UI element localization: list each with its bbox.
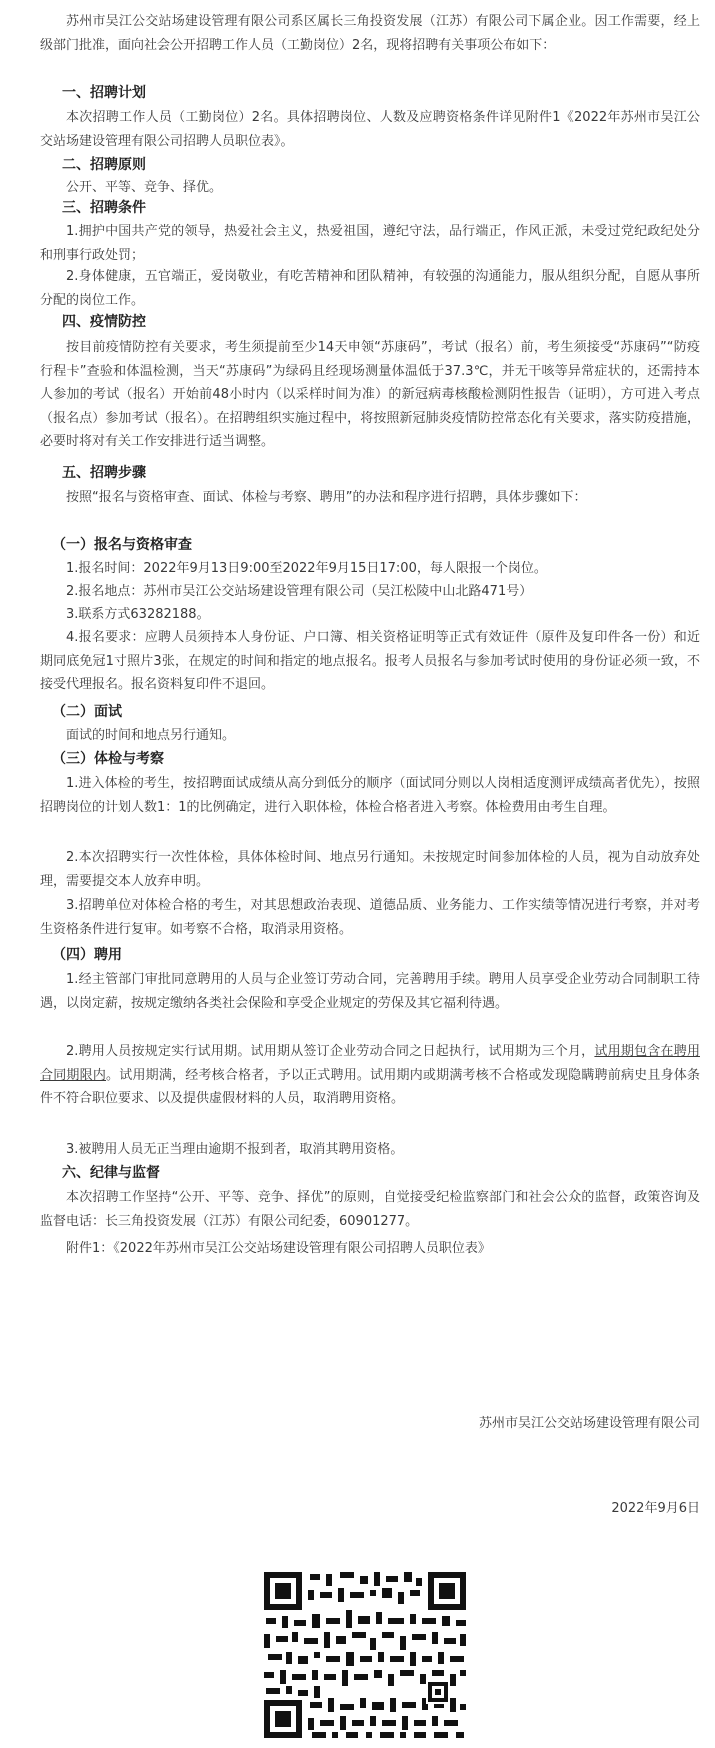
section-2-title: 二、招聘原则 [62,157,146,173]
subsection-3-item-2: 2.本次招聘实行一次性体检，具体体检时间、地点另行通知。未按规定时间参加体检的人员，视为自动放弃处理，需要提交本人放弃申明。 [40,850,700,889]
attachment-note: 附件1：《2022年苏州市吴江公交站场建设管理有限公司招聘人员职位表》 [66,1241,491,1256]
section-3-item-1: 1.拥护中国共产党的领导，热爱社会主义，热爱祖国，遵纪守法，品行端正，作风正派，未受过党纪政纪处分和刑事行政处罚； [40,224,700,263]
signature-date: 2022年9月6日 [611,1501,700,1516]
subsection-4-item-2 [40,1040,700,1111]
subsection-4-item-1: 1.经主管部门审批同意聘用的人员与企业签订劳动合同，完善聘用手续。聘用人员享受企业劳动合同制职工待遇，以岗定薪，按规定缴纳各类社会保险和享受企业规定的劳保及其它福利待遇。 [40,972,700,1011]
subsection-4-item-2-part-b: 。试用期满，经考核合格者，予以正式聘用。试用期内或期满考核不合格或发现隐瞒聘前病史且身体条件不符合职位要求、以及提供虚假材料的人员，取消聘用资格。 [40,1067,700,1106]
subsection-1-item-3: 3.联系方式63282188。 [66,607,210,622]
signature-company: 苏州市吴江公交站场建设管理有限公司 [478,1416,700,1431]
section-5-body: 按照“报名与资格审查、面试、体检与考察、聘用”的办法和程序进行招聘，具体步骤如下： [66,490,587,505]
section-3-title: 三、招聘条件 [62,200,146,216]
subsection-4-item-2-part-a: 2.聘用人员按规定实行试用期。试用期从签订企业劳动合同之日起执行，试用期为三个月， [66,1044,595,1059]
section-6-title: 六、纪律与监督 [62,1165,160,1181]
section-5-title: 五、招聘步骤 [62,465,146,481]
subsection-2-title: （二）面试 [52,704,122,720]
section-1-body: 本次招聘工作人员（工勤岗位）2名。具体招聘岗位、人数及应聘资格条件详见附件1《2022年苏州市吴江公交站场建设管理有限公司招聘人员职位表》。 [40,110,700,149]
subsection-3-item-1: 1.进入体检的考生，按招聘面试成绩从高分到低分的顺序（面试同分则以人岗相适度测评成绩高者优先），按照招聘岗位的计划人数1：1的比例确定，进行入职体检，体检合格者进入考察。体检费用由考生自理。 [40,776,700,815]
subsection-4-item-3: 3.被聘用人员无正当理由逾期不报到者，取消其聘用资格。 [66,1142,404,1157]
subsection-1-item-1: 1.报名时间：2022年9月13日9:00至2022年9月15日17:00，每人限报一个岗位。 [66,561,547,576]
subsection-4-title: （四）聘用 [52,947,122,963]
subsection-1-item-4: 4.报名要求：应聘人员须持本人身份证、户口簿、相关资格证明等正式有效证件（原件及复印件各一份）和近期同底免冠1寸照片3张，在规定的时间和指定的地点报名。报考人员报名与参加考试时使用的身份证必须一致，不接受代理报名。报名资料复印件不退回。 [40,630,700,692]
section-4-body: 按目前疫情防控有关要求，考生须提前至少14天申领“苏康码”，考试（报名）前，考生须接受“苏康码”“防疫行程卡”查验和体温检测，当天“苏康码”为绿码且经现场测量体温低于37.3℃，并无干咳等异常症状的，还需持本人参加的考试（报名）开始前48小时内（以采样时间为准）的新冠病毒核酸检测阴性报告（证明），方可进入考点（报名点）参加考试（报名）。在招聘组织实施过程中，将按照新冠肺炎疫情防控常态化有关要求，落实防疫措施，必要时将对有关工作安排进行适当调整。 [40,340,700,449]
subsection-1-title: （一）报名与资格审查 [52,537,192,553]
intro-paragraph: 苏州市吴江公交站场建设管理有限公司系区属长三角投资发展（江苏）有限公司下属企业。因工作需要，经上级部门批准，面向社会公开招聘工作人员（工勤岗位）2名，现将招聘有关事项公布如下： [40,14,700,53]
section-3-item-2: 2.身体健康，五官端正，爱岗敬业，有吃苦精神和团队精神，有较强的沟通能力，服从组织分配，自愿从事所分配的岗位工作。 [40,269,700,308]
section-1-title: 一、招聘计划 [62,85,146,101]
subsection-3-title: （三）体检与考察 [52,751,164,767]
section-6-body: 本次招聘工作坚持“公开、平等、竞争、择优”的原则，自觉接受纪检监察部门和社会公众的监督，政策咨询及监督电话：长三角投资发展（江苏）有限公司纪委，60901277。 [40,1190,700,1229]
probation-underlined-text: 试用期包含在聘用合同期限内 [40,1044,700,1083]
section-2-body: 公开、平等、竞争、择优。 [66,180,223,195]
qr-code-icon[interactable] [262,1570,468,1740]
subsection-2-body: 面试的时间和地点另行通知。 [66,728,236,743]
subsection-1-item-2: 2.报名地点：苏州市吴江公交站场建设管理有限公司（吴江松陵中山北路471号） [66,584,533,599]
section-4-title: 四、疫情防控 [62,314,146,330]
subsection-3-item-3: 3.招聘单位对体检合格的考生，对其思想政治表现、道德品质、业务能力、工作实绩等情况进行考察，并对考生资格条件进行复审。如考察不合格，取消录用资格。 [40,898,700,937]
